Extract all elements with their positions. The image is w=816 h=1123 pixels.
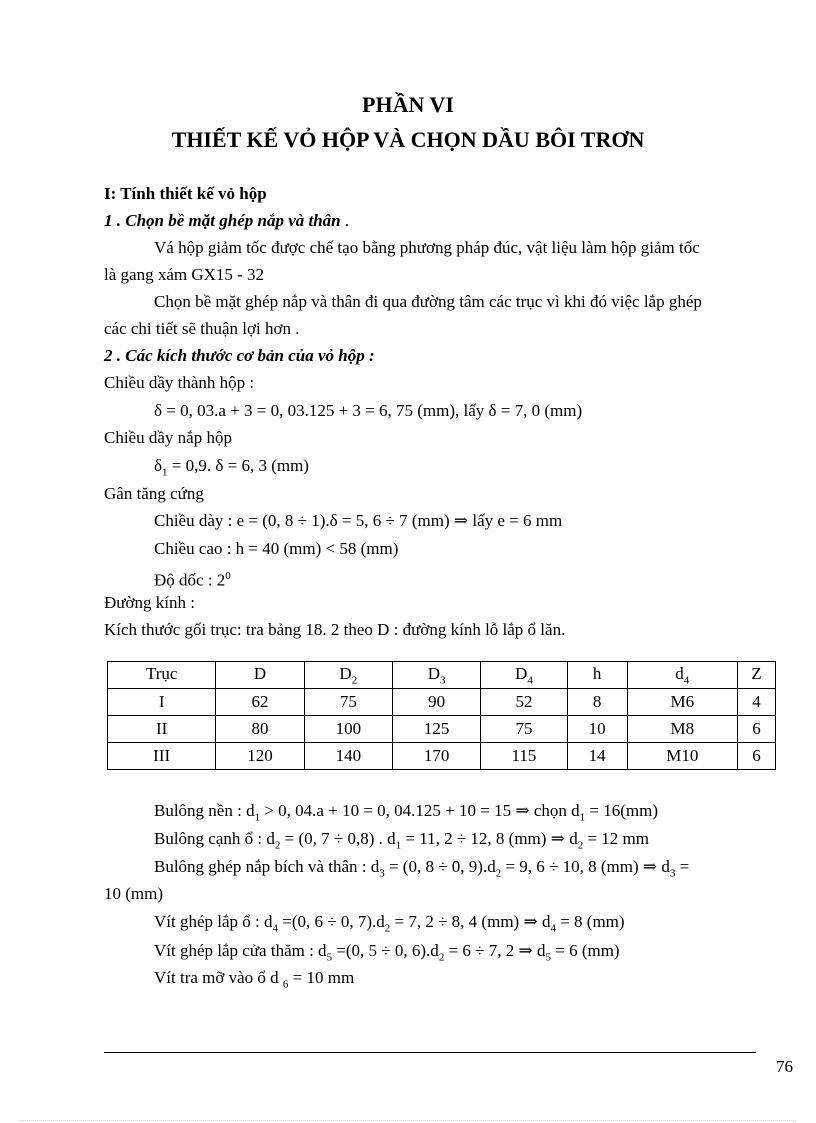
table-cell: 80 <box>216 716 304 743</box>
header-cell: $d_4$ <box>627 662 737 689</box>
table-cell: 90 <box>392 689 480 716</box>
table-cell: M10 <box>627 743 737 770</box>
dimension-table <box>107 661 776 770</box>
table-cell: M6 <box>627 689 737 716</box>
bolt-flange-cont: 10 (mm) <box>104 884 164 903</box>
bolt-flange: Bulông ghép nắp bích và thân : $d_3 = (0$, 8 ÷ 0, $9).d_2 = 9$, 6 ÷ 10, 8 (mm) ⇒ $d_3$ = <box>154 857 690 880</box>
table-header-row <box>108 662 776 689</box>
rib-label: Gân tăng cứng <box>104 484 204 503</box>
page-number: 76 <box>776 1057 793 1076</box>
header-cell: $D_4$ <box>481 662 567 689</box>
header-cell: $D_3$ <box>392 662 480 689</box>
bolt-bearing-side: Bulông cạnh ổ : $d_2 = (0$, 7 ÷ 0,8) . $d_1 = 11$, 2 ÷ 12, 8 (mm) ⇒ $d_2 = 12$ mm <box>154 829 649 852</box>
header-cell: h <box>567 662 627 689</box>
lid-thickness-label: Chiều dầy nắp hộp <box>104 428 232 447</box>
screw-inspection-cover: Vít ghép lắp cửa thăm : $d_5 =(0$, 5 ÷ 0, $6).d_2 = 6 \div 7$, 2 ⇒ $d_5 = 6$ (mm) <box>154 941 620 964</box>
table-cell: 6 <box>737 716 775 743</box>
table-cell: 125 <box>392 716 480 743</box>
subsection-heading-1 <box>104 211 349 231</box>
lid-symbol-sub: 1 <box>162 466 168 479</box>
section-heading: I: Tính thiết kế vỏ hộp <box>104 184 267 203</box>
table-cell: 75 <box>304 689 392 716</box>
table-cell: 52 <box>481 689 567 716</box>
page-edge <box>20 1120 796 1121</box>
table-cell: 62 <box>216 689 304 716</box>
table-cell: 8 <box>567 689 627 716</box>
table-cell: 75 <box>481 716 567 743</box>
header-cell: Trục <box>108 662 216 689</box>
table-cell: 10 <box>567 716 627 743</box>
header-cell: D <box>216 662 304 689</box>
table-cell: 170 <box>392 743 480 770</box>
bearing-line: Kích thước gối trục: tra bảng 18. 2 theo D : đường kính lỗ lắp ổ lăn. <box>104 620 566 639</box>
table-cell: 6 <box>737 743 775 770</box>
header-cell: $D_2$ <box>304 662 392 689</box>
screw-bearing-cap: Vít ghép lắp ổ : $d_4 =(0$, 6 ÷ 0, $7).d_2 = 7$, 2 ÷ 8, 4 (mm) ⇒ $d_4 = 8$ (mm) <box>154 912 625 935</box>
table-cell: M8 <box>627 716 737 743</box>
rib-slope-sup: 0 <box>225 570 231 582</box>
bolt-foundation: Bulông nền : $d_1 > 0$, 04.a + 10 = 0, 04.125 + 10 = 15 ⇒ chọn $d_1 = 16(mm)$ <box>154 801 658 824</box>
rib-thickness: Chiều dày : e = (0, 8 ÷ 1).δ = 5, 6 ÷ 7 (mm) ⇒ lấy e = 6 mm <box>154 511 563 530</box>
paragraph-1-line-2: là gang xám GX15 - 32 <box>104 265 265 284</box>
screw-grease: Vít tra mỡ vào ổ d $_6$ = 10 mm <box>154 968 355 991</box>
rib-height: Chiều cao : h = 40 (mm) < 58 (mm) <box>154 539 399 558</box>
table-cell: 140 <box>304 743 392 770</box>
footer-divider <box>104 1052 756 1053</box>
paragraph-2-line-1: Chọn bề mặt ghép nắp và thân đi qua đường tâm các trục vì khi đó việc lắp ghép <box>154 292 702 311</box>
table-row <box>108 689 776 716</box>
table-cell: 4 <box>737 689 775 716</box>
table-cell: 120 <box>216 743 304 770</box>
table-row <box>108 743 776 770</box>
lid-value: = 0,9. δ = 6, 3 (mm) <box>167 456 309 475</box>
table-cell: 100 <box>304 716 392 743</box>
table-cell: 115 <box>481 743 567 770</box>
rib-slope <box>154 566 231 591</box>
table-cell: I <box>108 689 216 716</box>
diameter-label: Đường kính : <box>104 593 195 612</box>
subsection-heading-1-tail: . <box>340 211 350 230</box>
header-cell: Z <box>737 662 775 689</box>
rib-slope-text: Độ dốc : 2 <box>154 570 226 590</box>
table-cell: III <box>108 743 216 770</box>
chapter-title: THIẾT KẾ VỎ HỘP VÀ CHỌN DẦU BÔI TRƠN <box>171 127 645 152</box>
paragraph-2-line-2: các chi tiết sẽ thuận lợi hơn . <box>104 319 300 338</box>
wall-thickness-label: Chiều dầy thành hộp : <box>104 373 255 392</box>
table-cell: II <box>108 716 216 743</box>
table-row <box>108 716 776 743</box>
part-title: PHẦN VI <box>362 92 454 117</box>
lid-symbol: δ <box>154 456 163 475</box>
paragraph-1-line-1: Vá hộp giảm tốc được chế tạo bằng phương pháp đúc, vật liệu làm hộp giảm tốc <box>154 238 700 257</box>
subsection-heading-1-text: 1 . Chọn bề mặt ghép nắp và thân <box>104 211 341 230</box>
subsection-heading-2: 2 . Các kích thước cơ bản của vỏ hộp : <box>104 346 375 365</box>
wall-thickness-formula: δ = 0, 03.a + 3 = 0, 03.125 + 3 = 6, 75 (mm), lấy δ = 7, 0 (mm) <box>154 401 583 420</box>
lid-thickness-formula <box>154 456 309 482</box>
table-cell: 14 <box>567 743 627 770</box>
